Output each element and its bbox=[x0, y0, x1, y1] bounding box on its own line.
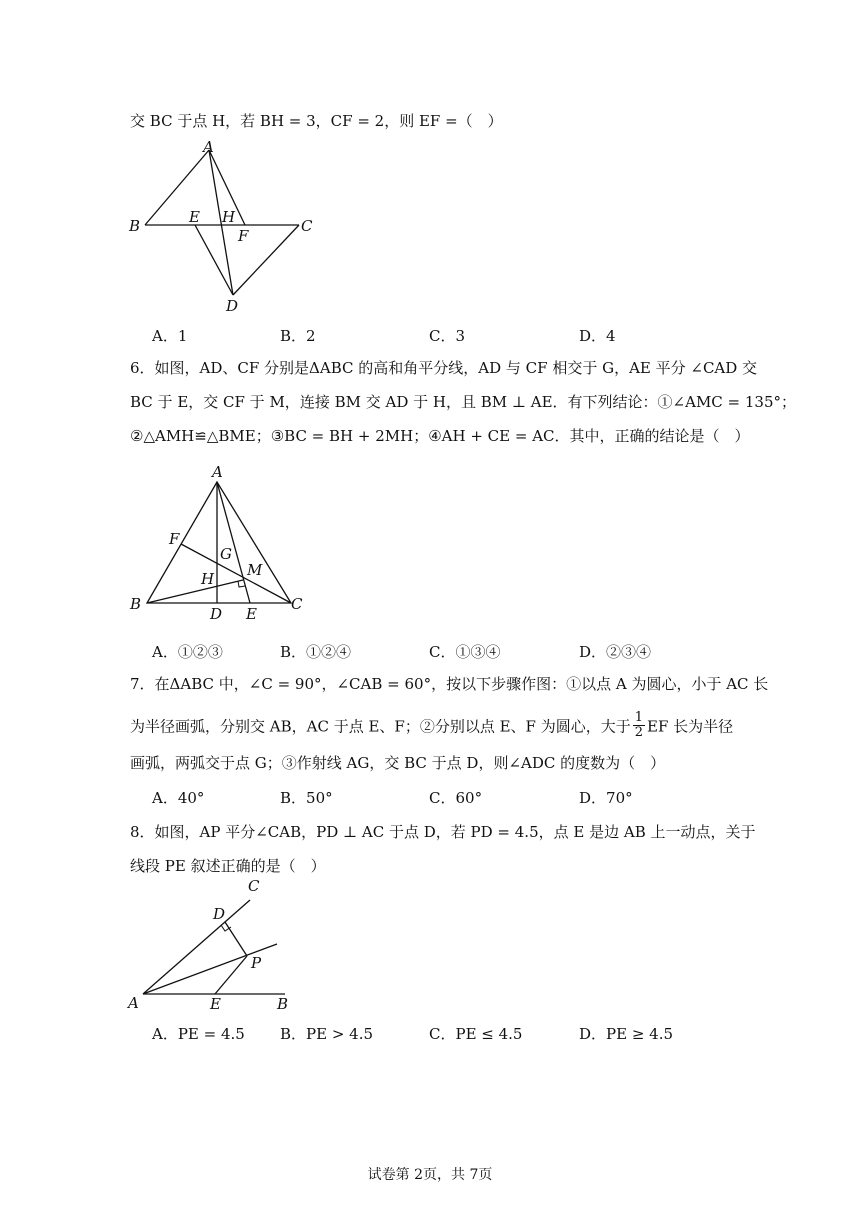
q7-option-b[interactable]: B．50° bbox=[280, 789, 333, 807]
q5-text-line1: 交 BC 于点 H，若 BH = 3，CF = 2，则 EF =（ ） bbox=[130, 112, 503, 130]
q6-label-H: H bbox=[201, 570, 215, 588]
q8-figure bbox=[125, 878, 300, 1018]
q5-label-C: C bbox=[301, 217, 313, 235]
q7-fraction-den: 2 bbox=[634, 725, 644, 740]
q8-text-line1: 8．如图，AP 平分∠CAB，PD ⊥ AC 于点 D，若 PD = 4.5，点 E 是边 AB 上一动点，关于 bbox=[130, 823, 756, 841]
q5-option-a[interactable]: A．1 bbox=[152, 327, 188, 345]
q6-label-B: B bbox=[130, 595, 142, 613]
q8-options bbox=[152, 1024, 792, 1044]
q5-option-c[interactable]: C．3 bbox=[429, 327, 466, 345]
q8-option-a[interactable]: A．PE = 4.5 bbox=[152, 1025, 245, 1043]
q5-label-F: F bbox=[238, 227, 249, 245]
q5-label-A: A bbox=[203, 138, 214, 156]
q5-options bbox=[152, 326, 792, 346]
q6-label-D: D bbox=[210, 605, 223, 623]
q6-option-c[interactable]: C．①③④ bbox=[429, 643, 501, 661]
q5-label-H: H bbox=[222, 208, 236, 226]
q7-options bbox=[152, 788, 792, 808]
q6-label-M: M bbox=[247, 561, 263, 579]
q6-label-A: A bbox=[212, 463, 223, 481]
q8-label-P: P bbox=[251, 954, 262, 972]
q7-line2-post: EF 长为半径 bbox=[647, 717, 734, 736]
q8-line-DP bbox=[225, 922, 247, 956]
q8-label-B: B bbox=[277, 995, 289, 1013]
q6-text-line2: BC 于 E，交 CF 于 M，连接 BM 交 AD 于 H，且 BM ⊥ AE．有下列结论：①∠AMC = 135°； bbox=[130, 393, 797, 411]
q6-options bbox=[152, 642, 792, 662]
q5-figure bbox=[125, 138, 325, 318]
q8-line-AC bbox=[143, 900, 250, 994]
q6-option-d[interactable]: D．②③④ bbox=[579, 643, 652, 661]
q6-label-C: C bbox=[291, 595, 303, 613]
q5-label-E: E bbox=[189, 208, 200, 226]
q7-fraction-num: 1 bbox=[634, 710, 644, 725]
q6-label-G: G bbox=[220, 545, 232, 563]
q7-fraction bbox=[633, 711, 645, 740]
q5-label-D: D bbox=[226, 297, 239, 315]
q6-text-line1: 6．如图，AD、CF 分别是ΔABC 的高和角平分线，AD 与 CF 相交于 G，AE 平分 ∠CAD 交 bbox=[130, 359, 758, 377]
q7-option-a[interactable]: A．40° bbox=[152, 789, 205, 807]
q6-option-b[interactable]: B．①②④ bbox=[280, 643, 352, 661]
q8-option-b[interactable]: B．PE > 4.5 bbox=[280, 1025, 374, 1043]
q8-label-C: C bbox=[248, 878, 260, 895]
q8-label-A: A bbox=[128, 994, 139, 1012]
q6-label-F: F bbox=[169, 530, 180, 548]
q6-figure bbox=[125, 460, 315, 625]
q5-option-b[interactable]: B．2 bbox=[280, 327, 316, 345]
q6-line-BM bbox=[147, 580, 243, 603]
q7-text-line3: 画弧，两弧交于点 G；③作射线 AG，交 BC 于点 D，则∠ADC 的度数为（ ） bbox=[130, 754, 666, 772]
q5-option-d[interactable]: D．4 bbox=[579, 327, 616, 345]
q8-option-d[interactable]: D．PE ≥ 4.5 bbox=[579, 1025, 674, 1043]
q6-text-line3: ②△AMH≌△BME；③BC = BH + 2MH；④AH + CE = AC．其中，正确的结论是（ ） bbox=[130, 427, 750, 445]
q7-text-line2 bbox=[130, 710, 734, 742]
q6-label-E: E bbox=[246, 605, 257, 623]
q7-line2-pre: 为半径画弧，分别交 AB，AC 于点 E、F；②分别以点 E、F 为圆心，大于 bbox=[130, 717, 631, 736]
q5-label-B: B bbox=[129, 217, 141, 235]
q8-option-c[interactable]: C．PE ≤ 4.5 bbox=[429, 1025, 523, 1043]
q8-label-E: E bbox=[210, 995, 221, 1013]
q6-option-a[interactable]: A．①②③ bbox=[152, 643, 223, 661]
q7-option-c[interactable]: C．60° bbox=[429, 789, 483, 807]
q8-text-line2: 线段 PE 叙述正确的是（ ） bbox=[130, 857, 326, 875]
q8-label-D: D bbox=[213, 905, 226, 923]
q7-text-line1: 7．在ΔABC 中，∠C = 90°，∠CAB = 60°，按以下步骤作图：①以点 A 为圆心，小于 AC 长 bbox=[130, 675, 769, 693]
q7-option-d[interactable]: D．70° bbox=[579, 789, 633, 807]
page-footer: 试卷第 2页，共 7页 bbox=[367, 1167, 493, 1183]
